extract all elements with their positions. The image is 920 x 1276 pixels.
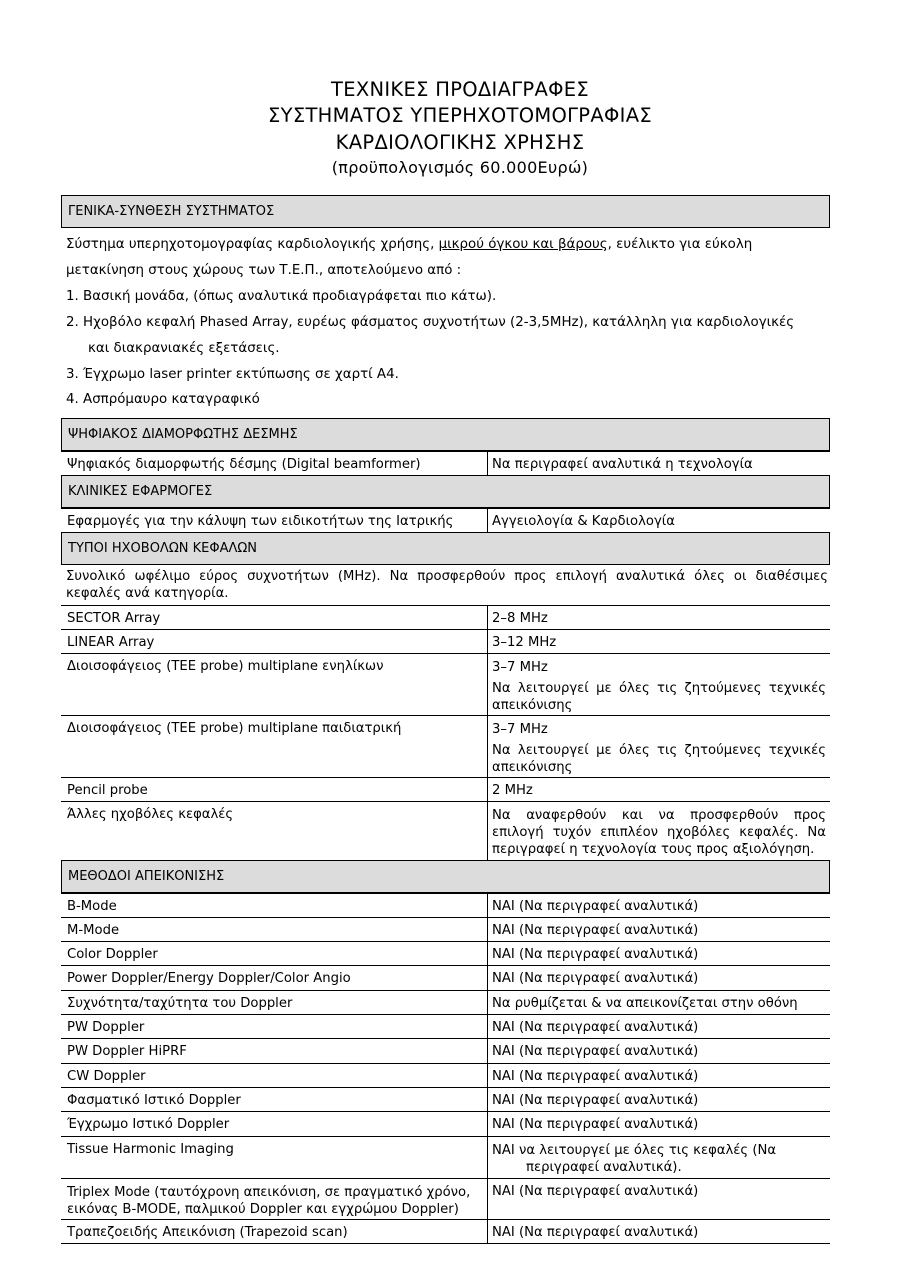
table-row [61,715,830,778]
row-value: Αγγειολογία & Καρδιολογία [487,509,830,533]
row-label: Άλλες ηχοβόλες κεφαλές [67,807,234,822]
section-header-probes: ΤΥΠΟΙ ΗΧΟΒΟΛΩΝ ΚΕΦΑΛΩΝ [61,532,830,565]
table-row [61,777,830,802]
table-row [61,629,830,654]
table-row [61,508,830,533]
table-row [61,1087,830,1112]
table-row [61,801,830,861]
row-label: Έγχρωμο Ιστικό Doppler [67,1117,230,1132]
general-intro-line-1: Σύστημα υπερηχοτομογραφίας καρδιολογικής χρήσης, μικρού όγκου και βάρους, ευέλικτο για εύκολη [66,237,753,252]
row-label: LINEAR Array [67,635,155,650]
general-item-3: 3. Έγχρωμο laser printer εκτύπωσης σε χαρτί Α4. [66,367,399,382]
row-label: B-Mode [67,899,117,914]
row-value: 2–8 MHz [487,606,830,630]
row-label: Color Doppler [67,947,158,962]
row-label: Triplex Mode (ταυτόχρονη απεικόνιση, σε πραγματικό χρόνο, εικόνας B-MODE, παλμικού Doppler και εγχρώμου Doppler) [67,1185,471,1217]
row-value: Να περιγραφεί αναλυτικά η τεχνολογία [487,452,830,476]
table-row [61,941,830,966]
row-value: Να αναφερθούν και να προσφερθούν προς επιλογή τυχόν επιπλέον ηχοβόλες κεφαλές. Να περιγραφεί η τεχνολογία τους προς αξιολόγηση. [487,802,830,861]
row-value: Να ρυθμίζεται & να απεικονίζεται στην οθόνη [487,991,830,1015]
row-value: ΝΑΙ (Να περιγραφεί αναλυτικά) [487,1220,830,1244]
row-label: Συχνότητα/ταχύτητα του Doppler [67,996,293,1011]
table-row [61,1178,830,1220]
row-label: Tissue Harmonic Imaging [67,1142,234,1157]
section-header-beamformer: ΨΗΦΙΑΚΟΣ ΔΙΑΜΟΡΦΩΤΗΣ ΔΕΣΜΗΣ [61,418,830,451]
row-value: ΝΑΙ να λειτουργεί με όλες τις κεφαλές (Να περιγραφεί αναλυτικά). [487,1137,830,1178]
general-item-4: 4. Ασπρόμαυρο καταγραφικό [66,392,260,407]
row-value: ΝΑΙ (Να περιγραφεί αναλυτικά) [487,1039,830,1063]
row-label: Διοισοφάγειος (TEE probe) multiplane ενηλίκων [67,659,384,674]
table-row [61,605,830,630]
row-label: Ψηφιακός διαμορφωτής δέσμης (Digital beamformer) [67,457,421,472]
general-item-2-line-1: 2. Ηχοβόλο κεφαλή Phased Array, ευρέως φάσματος συχνοτήτων (2-3,5MHz), κατάλληλη για καρδιολογικές [66,315,795,330]
general-intro-line-2: μετακίνηση στους χώρους των Τ.Ε.Π., αποτελούμενο από : [66,263,462,278]
row-label: SECTOR Array [67,611,161,626]
section-header-clinical: ΚΛΙΝΙΚΕΣ ΕΦΑΡΜΟΓΕΣ [61,475,830,508]
table-bottom-border [61,1243,830,1244]
row-value: ΝΑΙ (Να περιγραφεί αναλυτικά) [487,1179,830,1220]
row-value: ΝΑΙ (Να περιγραφεί αναλυτικά) [487,1015,830,1039]
table-row [61,1219,830,1244]
row-label: M-Mode [67,923,120,938]
title-line-3: ΚΑΡΔΙΟΛΟΓΙΚΗΣ ΧΡΗΣΗΣ [335,131,585,154]
row-value: ΝΑΙ (Να περιγραφεί αναλυτικά) [487,942,830,966]
row-label: PW Doppler HiPRF [67,1044,187,1059]
row-label: Τραπεζοειδής Απεικόνιση (Trapezoid scan) [67,1225,348,1240]
budget-note: (προϋπολογισμός 60.000Ευρώ) [331,158,589,177]
row-value: ΝΑΙ (Να περιγραφεί αναλυτικά) [487,1064,830,1088]
table-row [61,893,830,918]
row-label: Power Doppler/Energy Doppler/Color Angio [67,971,351,986]
table-row [61,965,830,990]
row-label: PW Doppler [67,1020,145,1035]
probes-intro: Συνολικό ωφέλιμο εύρος συχνοτήτων (MHz). Να προσφερθούν προς επιλογή αναλυτικά όλες οι διαθέσιμες κεφαλές ανά κατηγορία. [66,569,828,601]
row-value: ΝΑΙ (Να περιγραφεί αναλυτικά) [487,966,830,990]
row-label: Διοισοφάγειος (TEE probe) multiplane παιδιατρική [67,721,402,736]
table-row [61,1063,830,1088]
row-label: Εφαρμογές για την κάλυψη των ειδικοτήτων της Ιατρικής [67,514,454,529]
row-value: 3–12 MHz [487,630,830,654]
table-row [61,451,830,476]
table-row [61,990,830,1015]
title-line-2: ΣΥΣΤΗΜΑΤΟΣ ΥΠΕΡΗΧΟΤΟΜΟΓΡΑΦΙΑΣ [268,104,652,127]
row-value: ΝΑΙ (Να περιγραφεί αναλυτικά) [487,894,830,918]
section-header-methods: ΜΕΘΟΔΟΙ ΑΠΕΙΚΟΝΙΣΗΣ [61,860,830,893]
row-value: ΝΑΙ (Να περιγραφεί αναλυτικά) [487,1112,830,1136]
general-item-1: 1. Βασική μονάδα, (όπως αναλυτικά προδιαγράφεται πιο κάτω). [66,289,497,304]
row-value: ΝΑΙ (Να περιγραφεί αναλυτικά) [487,918,830,942]
row-value: 3–7 MHz Να λειτουργεί με όλες τις ζητούμενες τεχνικές απεικόνισης [487,716,830,778]
row-value: 2 MHz [487,778,830,802]
row-label: Φασματικό Ιστικό Doppler [67,1093,241,1108]
row-value: ΝΑΙ (Να περιγραφεί αναλυτικά) [487,1088,830,1112]
row-value: 3–7 MHz Να λειτουργεί με όλες τις ζητούμενες τεχνικές απεικόνισης [487,654,830,716]
table-row [61,917,830,942]
section-header-general: ΓΕΝΙΚΑ-ΣΥΝΘΕΣΗ ΣΥΣΤΗΜΑΤΟΣ [61,195,830,228]
table-row [61,1014,830,1039]
general-item-2-line-2: και διακρανιακές εξετάσεις. [88,341,280,356]
table-row [61,1136,830,1178]
row-label: Pencil probe [67,783,148,798]
title-line-1: ΤΕΧΝΙΚΕΣ ΠΡΟΔΙΑΓΡΑΦΕΣ [330,78,589,101]
table-row [61,1111,830,1136]
table-row [61,653,830,716]
table-row [61,1038,830,1063]
row-label: CW Doppler [67,1069,146,1084]
